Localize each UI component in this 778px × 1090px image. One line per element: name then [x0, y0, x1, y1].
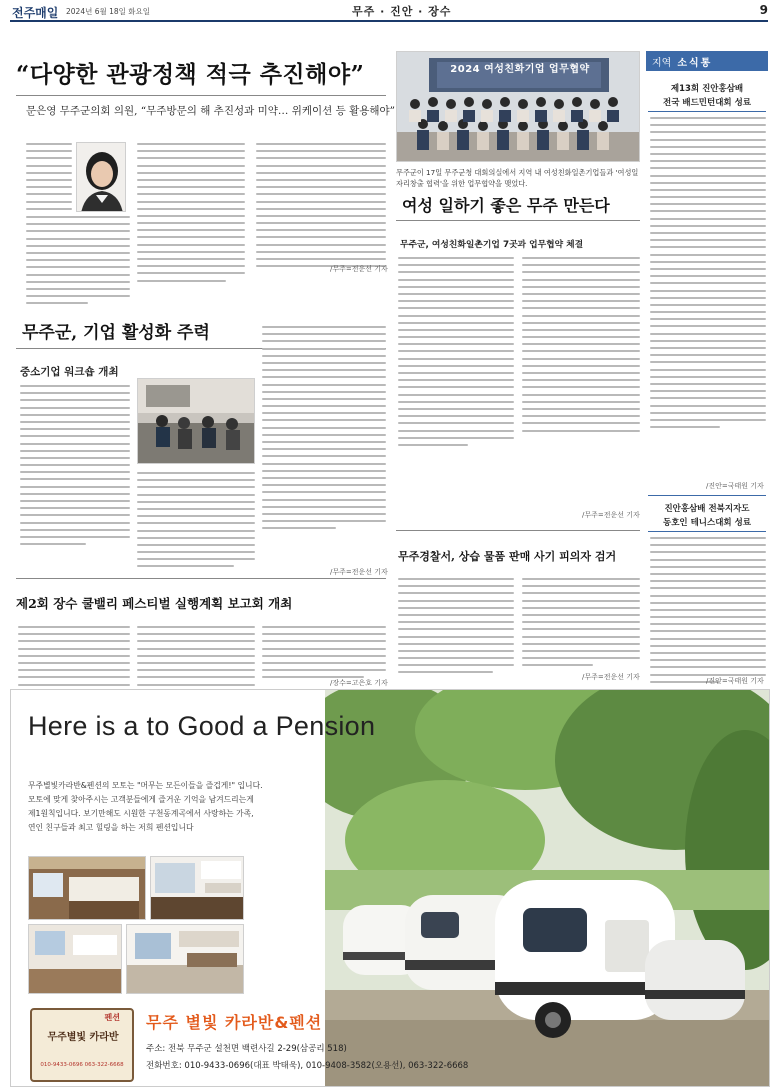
article2-byline: /무주=전운선 기자 — [582, 511, 640, 519]
sidebar-item1-rule — [648, 111, 766, 112]
article3-col3 — [262, 326, 386, 534]
sidebar-item2-byline: /진안=국태원 기자 — [706, 677, 764, 685]
article2-col2 — [522, 257, 640, 437]
issue-date: 2024년 6월 18일 화요일 — [66, 7, 151, 16]
sidebar-item2-rule — [648, 531, 766, 532]
article5-col1 — [398, 578, 514, 679]
article5-col2 — [522, 578, 640, 671]
article1-headline: “다양한 관광정책 적극 추진해야” — [16, 61, 365, 88]
living-photo — [28, 924, 122, 994]
ad-pension-name: 무주 별빛 카라반&펜션 — [146, 1013, 323, 1032]
article3-col2 — [137, 472, 255, 573]
ad-text-line-3: 제1원칙입니다. 보기만해도 시원한 구천동계곡에서 사랑하는 가족, — [28, 809, 254, 818]
caravan-interior-photo — [126, 924, 244, 994]
sign-phone: 010-9433-0696 063-322-6668 — [40, 1062, 124, 1068]
article1-col1-a — [26, 143, 72, 215]
pension-signboard — [30, 1008, 134, 1082]
ad-text-line-4: 연인 친구들과 최고 힐링을 하는 저희 펜션입니다 — [28, 823, 194, 832]
section-title: 무주 · 진안 · 장수 — [352, 5, 452, 18]
article2-subhead: 무주군, 여성친화일촌기업 7곳과 업무협약 체결 — [400, 240, 584, 250]
newspaper-brand: 전주매일 — [12, 6, 59, 20]
article4-col3 — [262, 626, 386, 684]
article2-headline: 여성 일하기 좋은 무주 만든다 — [402, 196, 610, 215]
councilor-portrait — [76, 142, 126, 212]
article4-headline: 제2회 장수 쿨밸리 페스티벌 실행계획 보고회 개최 — [16, 596, 293, 611]
workshop-photo — [137, 378, 255, 464]
article5-top-rule — [396, 530, 640, 531]
ad-title: Here is a to Good a Pension — [28, 711, 376, 741]
sidebar-item2-top-rule — [648, 495, 766, 496]
caravan-photo — [325, 690, 769, 1086]
article4-col2 — [137, 626, 255, 698]
photo-banner: 2024 여성친화기업 업무협약 — [450, 64, 590, 75]
bedroom-photo — [28, 856, 146, 920]
sidebar-label: 지역 — [652, 58, 672, 69]
page-number: 9 — [759, 3, 768, 17]
article5-byline: /무주=전운선 기자 — [582, 673, 640, 681]
ad-address: 주소: 전북 무주군 설천면 백련사길 2-29(삼공리 518) — [146, 1044, 347, 1054]
article1-col2 — [137, 143, 245, 287]
article4-byline: /장수=고은호 기자 — [330, 679, 388, 687]
sidebar-item2-body — [650, 537, 766, 688]
kitchen-photo — [150, 856, 244, 920]
article1-byline: /무주=전운선 기자 — [330, 265, 388, 273]
article5-headline: 무주경찰서, 상습 물품 판매 사기 피의자 검거 — [398, 550, 617, 563]
header-rule — [10, 20, 768, 22]
sign-name: 무주별빛 카라반 — [47, 1032, 119, 1043]
article1-col3 — [256, 143, 386, 272]
sidebar-item2-title-2: 동호인 테니스대회 성료 — [662, 518, 752, 528]
sidebar-item1-title-2: 전국 배드민턴대회 성료 — [662, 98, 752, 108]
article1-subhead: 문은영 무주군의회 의원, “무주방문의 해 추진성과 미약… 위케이션 등 활용해야” — [26, 105, 396, 117]
article3-subhead: 중소기업 워크숍 개최 — [20, 366, 119, 378]
sidebar-item1-body — [650, 117, 766, 433]
sidebar-header — [646, 51, 768, 71]
ad-text-line-1: 무주별빛카라반&펜션의 모토는 "머무는 모든이들을 즐겁게!" 입니다. — [28, 781, 263, 790]
sign-pension-label: 펜션 — [104, 1013, 120, 1022]
article3-headline: 무주군, 기업 활성화 주력 — [22, 323, 210, 343]
article4-col1 — [18, 626, 130, 698]
sidebar-item1-title-1: 제13회 진안홍삼배 — [670, 84, 744, 94]
article1-rule — [16, 95, 386, 96]
article2-rule — [396, 220, 640, 221]
article3-byline: /무주=전운선 기자 — [330, 568, 388, 576]
article2-col1 — [398, 257, 514, 451]
article4-top-rule — [16, 578, 386, 579]
sidebar-label-main: 소식통 — [677, 58, 713, 69]
photo-caption: 무주군이 17일 무주군청 대회의실에서 지역 내 여성친화일촌기업들과 '여성일자리창출 협력'을 위한 업무협약을 맺었다. — [396, 168, 639, 188]
article3-col1 — [20, 385, 130, 550]
sidebar-item1-byline: /진안=국태원 기자 — [706, 482, 764, 490]
ad-text-line-2: 모토에 맞게 찾아주시는 고객분들에게 즐거운 기억을 남겨드리는게 — [28, 795, 254, 804]
sidebar-item2-title-1: 진안홍삼배 전북지자도 — [664, 504, 750, 514]
article1-col1-b — [26, 216, 130, 309]
ad-phone-numbers: 전화번호: 010-9433-0696(대표 박태욱), 010-9408-3582(오용선), 063-322-6668 — [146, 1061, 469, 1071]
